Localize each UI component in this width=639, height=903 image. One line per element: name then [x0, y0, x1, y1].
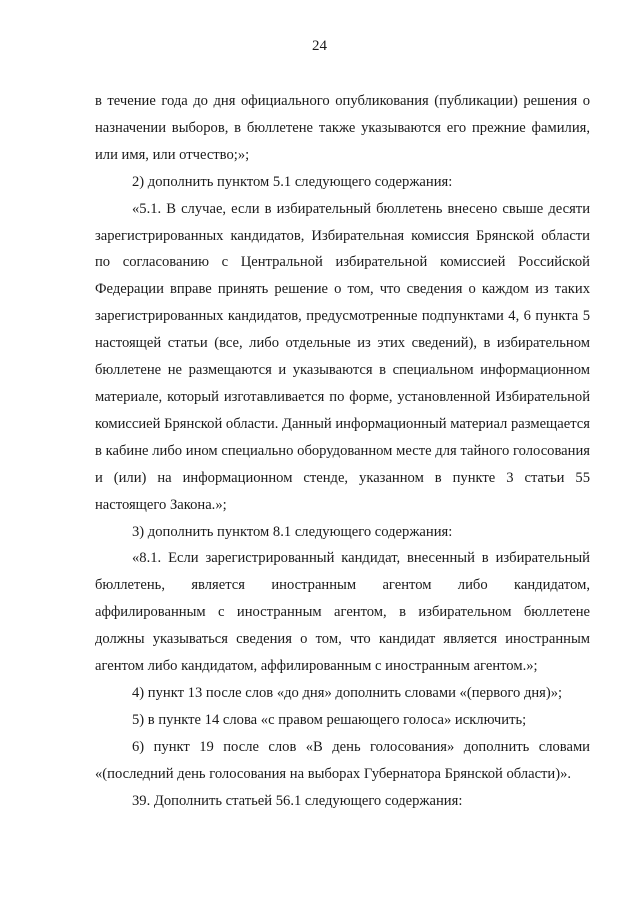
paragraph: «8.1. Если зарегистрированный кандидат, внесенный в избирательный бюллетень, является иностранным агентом либо кандидатом, аффилированным с иностранным агентом, в избирательном бюллетене должны указываться сведения о том, что кандидат является иностранным агентом либо кандидатом, аффилированным с иностранным агентом.»; [95, 550, 590, 675]
paragraph: в течение года до дня официального опубликования (публикации) решения о назначении выборов, в бюллетене также указываются его прежние фамилия, или имя, или отчество;»; [95, 93, 590, 163]
page-number: 24 [312, 38, 327, 54]
paragraph: 6) пункт 19 после слов «В день голосования» дополнить словами «(последний день голосования на выборах Губернатора Брянской области)». [95, 738, 590, 782]
paragraph: 39. Дополнить статьей 56.1 следующего содержания: [132, 792, 463, 809]
paragraph: 3) дополнить пунктом 8.1 следующего содержания: [132, 523, 453, 540]
paragraph: 5) в пункте 14 слова «с правом решающего голоса» исключить; [132, 711, 527, 728]
paragraph: «5.1. В случае, если в избирательный бюллетень внесено свыше десяти зарегистрированных кандидатов, Избирательная комиссия Брянской области по согласованию с Центральной избирательной комиссией Российской Федерации вправе принять решение о том, что сведения о каждом из таких зарегистрированных кандидатов, предусмотренные подпунктами 4, 6 пункта 5 настоящей статьи (все, либо отдельные из этих сведений), в избирательном бюллетене не размещаются и указываются в специальном информационном материале, который изготавливается по форме, установленной Избирательной комиссией Брянской области. Данный информационный материал размещается в кабине либо ином специально оборудованном месте для тайного голосования и (или) на информационном стенде, указанном в пункте 3 статьи 55 настоящего Закона.»; [95, 200, 590, 513]
document-body [95, 88, 590, 814]
paragraph: 2) дополнить пунктом 5.1 следующего содержания: [132, 173, 453, 190]
paragraph: 4) пункт 13 после слов «до дня» дополнить словами «(первого дня)»; [132, 684, 563, 701]
